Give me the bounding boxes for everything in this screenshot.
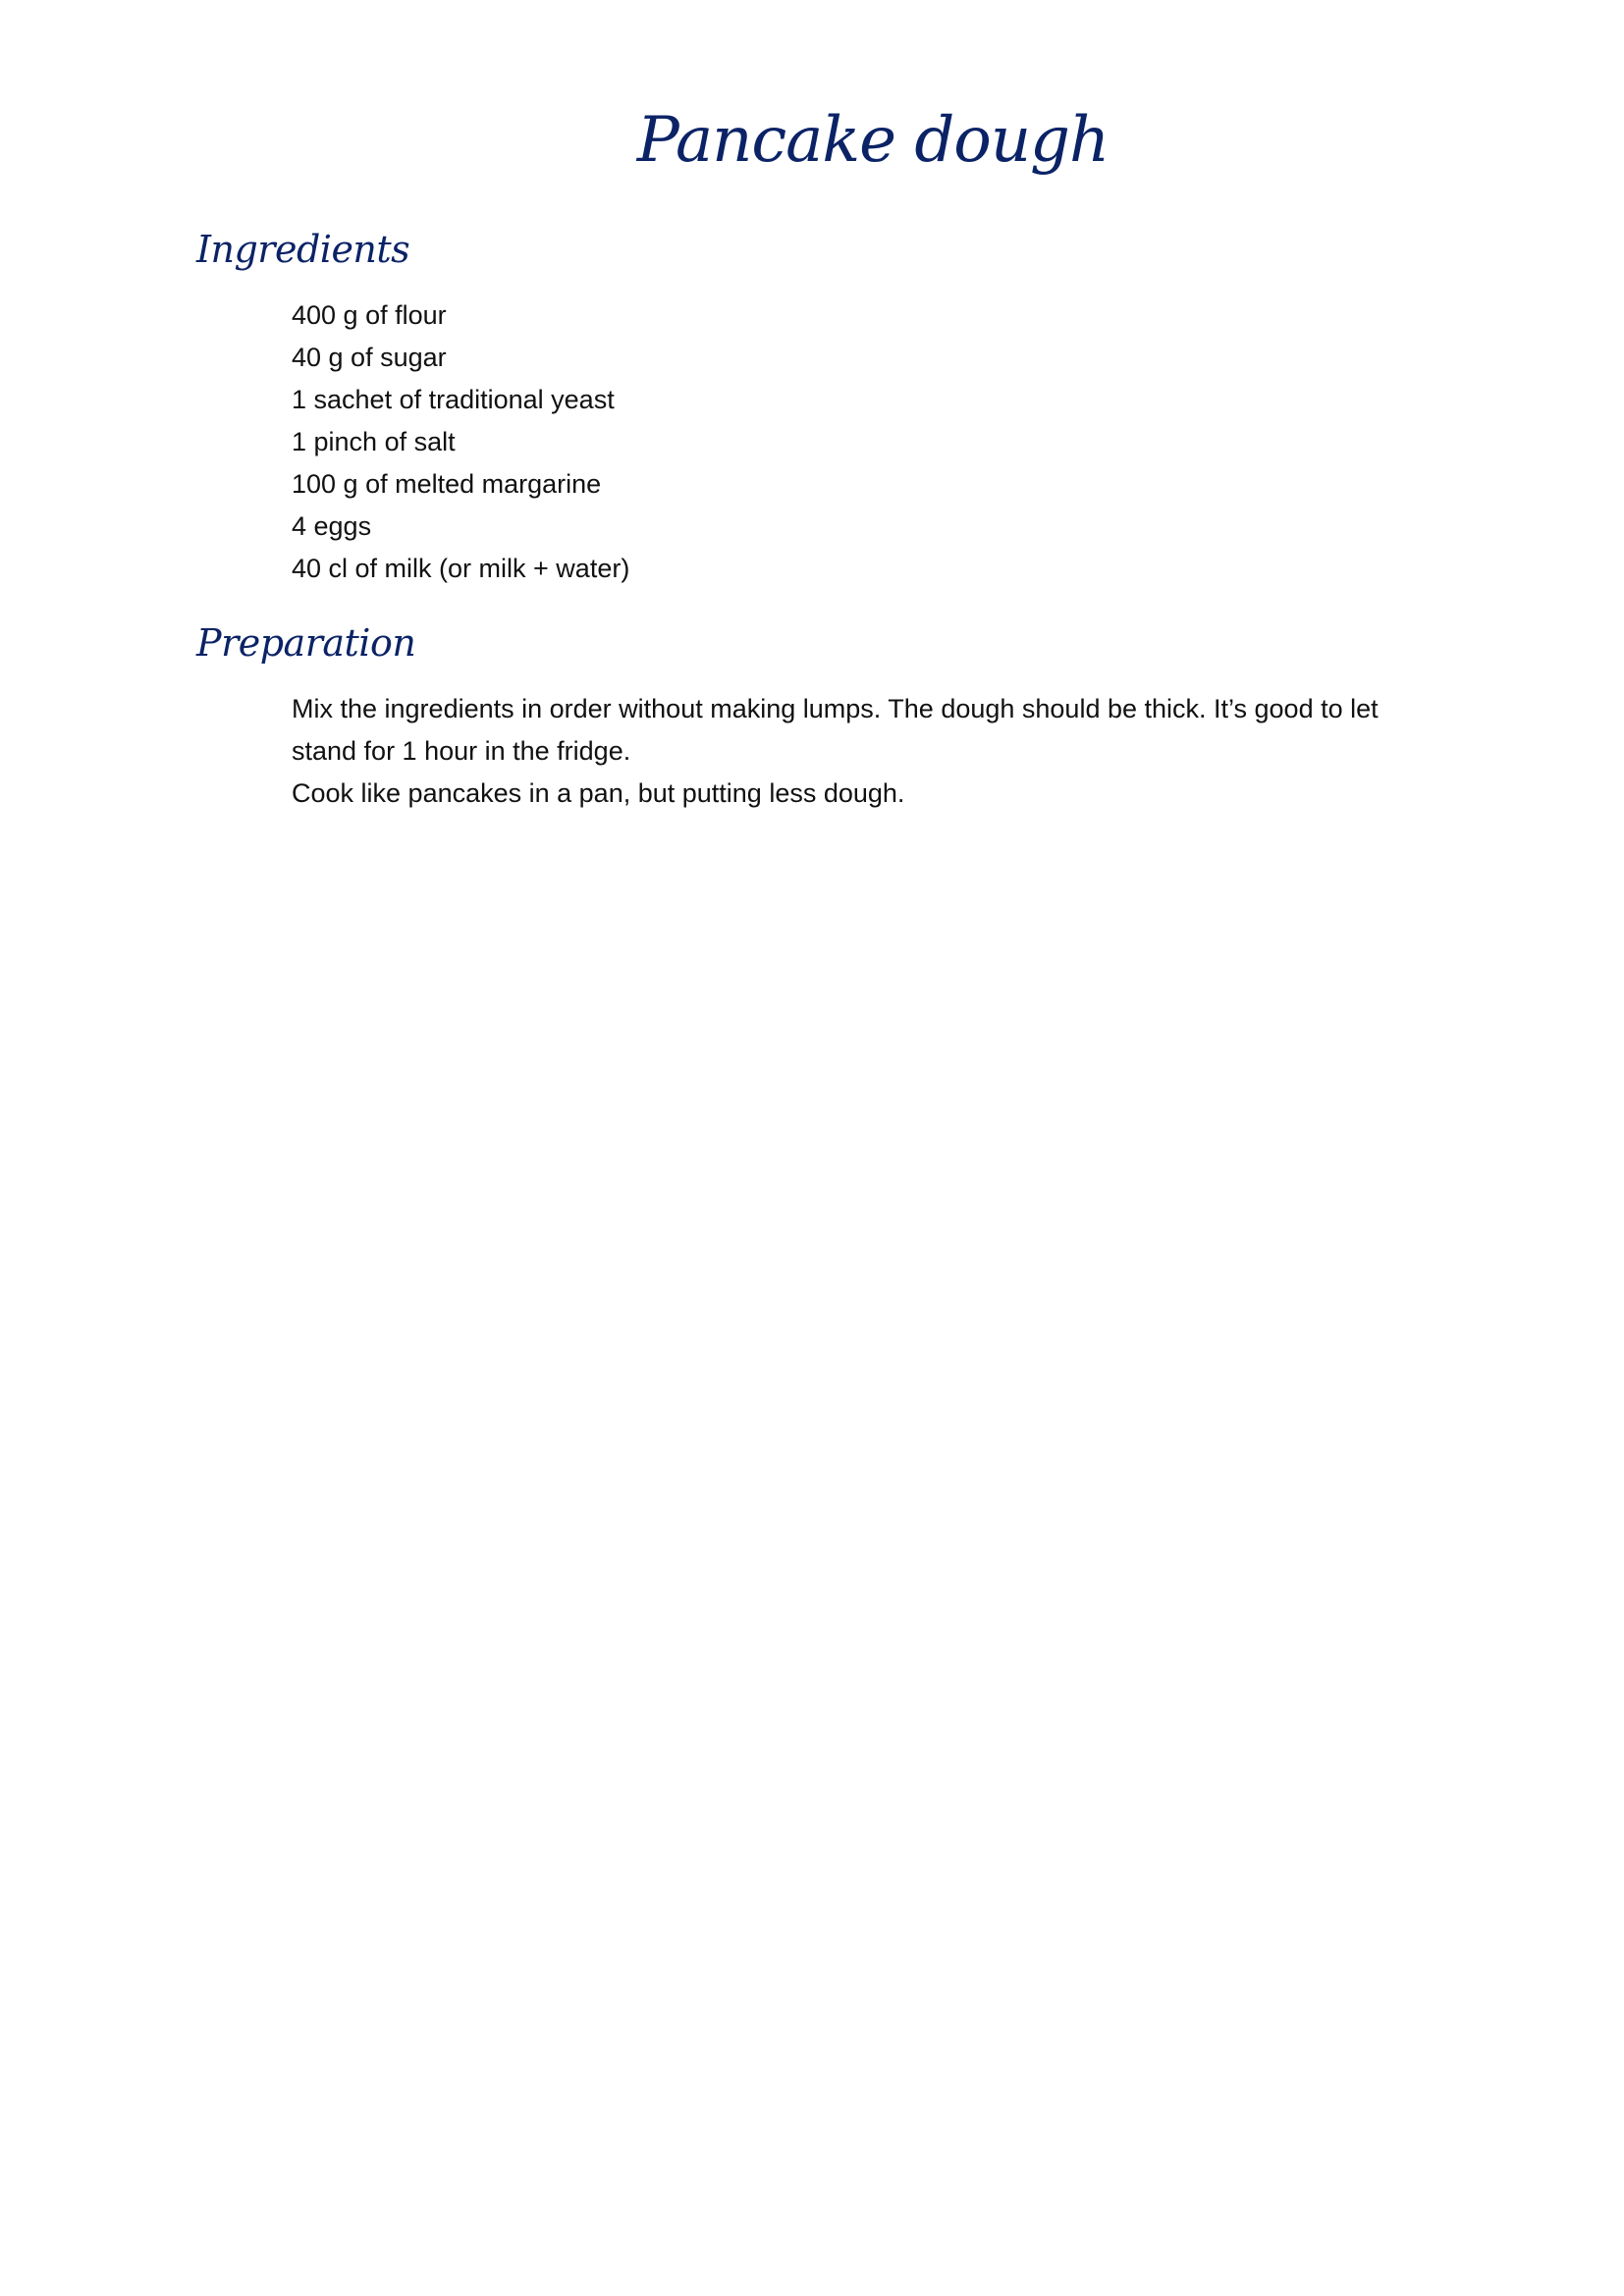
ingredient-item: 100 g of melted margarine	[292, 469, 602, 499]
ingredient-item: 1 pinch of salt	[292, 427, 456, 456]
ingredient-item: 1 sachet of traditional yeast	[292, 385, 615, 414]
preparation-paragraph: Mix the ingredients in order without making lumps. The dough should be thick. It’s good to let stand for 1 hour in the fridge.	[292, 694, 1379, 766]
ingredient-item: 40 g of sugar	[292, 343, 447, 372]
ingredients-heading: Ingredients	[196, 228, 410, 271]
ingredient-item: 40 cl of milk (or milk + water)	[292, 554, 630, 583]
ingredient-item: 4 eggs	[292, 511, 372, 541]
preparation-paragraph: Cook like pancakes in a pan, but putting less dough.	[292, 778, 905, 808]
preparation-body	[292, 688, 1421, 815]
preparation-heading: Preparation	[196, 621, 416, 665]
ingredients-list	[292, 294, 629, 590]
page-title: Pancake dough	[636, 104, 1110, 177]
ingredient-item: 400 g of flour	[292, 300, 447, 330]
